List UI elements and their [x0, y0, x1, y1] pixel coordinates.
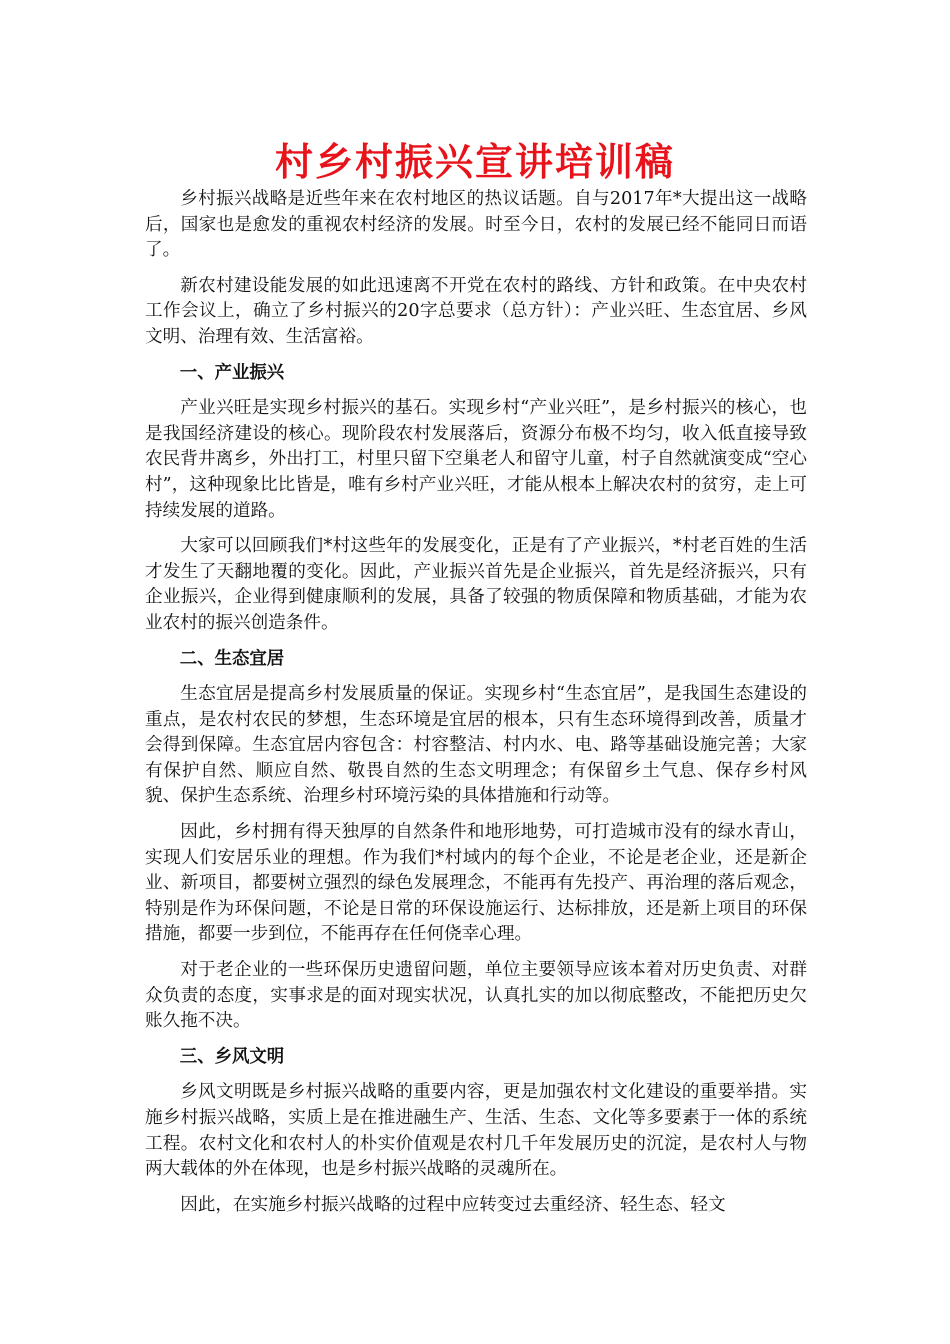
- body-paragraph: 新农村建设能发展的如此迅速离不开党在农村的路线、方针和政策。在中央农村工作会议上，确立了乡村振兴的20字总要求（总方针）：产业兴旺、生态宜居、乡风文明、治理有效、生活富裕。: [145, 275, 807, 347]
- section-heading: 三、乡风文明: [179, 1046, 285, 1067]
- body-paragraph: 因此，乡村拥有得天独厚的自然条件和地形地势，可打造城市没有的绿水青山，实现人们安居乐业的理想。作为我们*村域内的每个企业，不论是老企业，还是新企业、新项目，都要树立强烈的绿色发展理念，不能再有先投产、再治理的落后观念，特别是作为环保问题，不论是日常的环保设施运行、达标排放，还是新上项目的环保措施，都要一步到位，不能再存在任何侥幸心理。: [145, 822, 807, 945]
- document-body: [145, 187, 807, 1228]
- body-paragraph: 乡村振兴战略是近些年来在农村地区的热议话题。自与2017年*大提出这一战略后，国家也是愈发的重视农村经济的发展。时至今日，农村的发展已经不能同日而语了。: [145, 189, 807, 261]
- body-paragraph: 对于老企业的一些环保历史遗留问题，单位主要领导应该本着对历史负责、对群众负责的态度，实事求是的面对现实状况，认真扎实的加以彻底整改，不能把历史欠账久拖不决。: [145, 960, 807, 1032]
- body-paragraph: 生态宜居是提高乡村发展质量的保证。实现乡村“生态宜居”，是我国生态建设的重点，是农村农民的梦想，生态环境是宜居的根本，只有生态环境得到改善，质量才会得到保障。生态宜居内容包含：村容整洁、村内水、电、路等基础设施完善；大家有保护自然、顺应自然、敬畏自然的生态文明理念；有保留乡土气息、保存乡村风貌、保护生态系统、治理乡村环境污染的具体措施和行动等。: [145, 684, 807, 807]
- section-heading: 二、生态宜居: [179, 648, 285, 669]
- body-paragraph: 产业兴旺是实现乡村振兴的基石。实现乡村“产业兴旺”，是乡村振兴的核心，也是我国经济建设的核心。现阶段农村发展落后，资源分布极不均匀，收入低直接导致农民背井离乡，外出打工，村里只留下空巢老人和留守儿童，村子自然就演变成“空心村”，这种现象比比皆是，唯有乡村产业兴旺，才能从根本上解决农村的贫穷，走上可持续发展的道路。: [145, 398, 807, 521]
- document-title: 村乡村振兴宣讲培训稿: [274, 139, 675, 184]
- body-paragraph: 因此，在实施乡村振兴战略的过程中应转变过去重经济、轻生态、轻文: [180, 1194, 726, 1215]
- body-paragraph: 乡风文明既是乡村振兴战略的重要内容，更是加强农村文化建设的重要举措。实施乡村振兴战略，实质上是在推进融生产、生活、生态、文化等多要素于一体的系统工程。农村文化和农村人的朴实价值观是农村几千年发展历史的沉淀，是农村人与物两大载体的外在体现，也是乡村振兴战略的灵魂所在。: [145, 1082, 807, 1180]
- section-heading: 一、产业振兴: [179, 362, 285, 383]
- body-paragraph: 大家可以回顾我们*村这些年的发展变化，正是有了产业振兴，*村老百姓的生活才发生了天翻地覆的变化。因此，产业振兴首先是企业振兴，首先是经济振兴，只有企业振兴，企业得到健康顺利的发展，具备了较强的物质保障和物质基础，才能为农业农村的振兴创造条件。: [145, 536, 807, 633]
